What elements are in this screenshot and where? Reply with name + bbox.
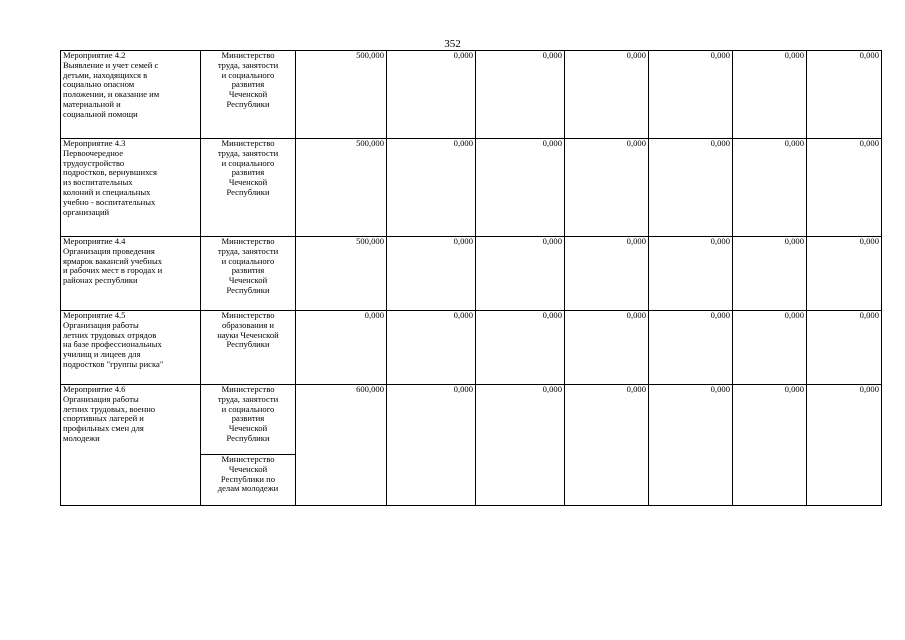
- table-row: [61, 139, 882, 237]
- value-cell: 0,000: [733, 385, 807, 506]
- value-cell: 500,000: [296, 237, 387, 311]
- value-cell: 0,000: [733, 311, 807, 385]
- value-cell: 0,000: [733, 51, 807, 139]
- value-cell: 0,000: [476, 311, 565, 385]
- table-row: [61, 237, 882, 311]
- ministry-text: Министерство образования и науки Чеченской Республики: [217, 310, 279, 350]
- value-cell: 0,000: [565, 139, 649, 237]
- ministry-text: Министерство труда, занятости и социального развития Чеченской Республики: [217, 50, 279, 109]
- ministry-cell: [201, 311, 296, 385]
- value-cell: 0,000: [476, 385, 565, 506]
- ministry-text: Министерство труда, занятости и социального развития Чеченской Республики: [217, 384, 279, 443]
- ministry-text: Министерство труда, занятости и социального развития Чеченской Республики: [217, 236, 279, 295]
- value-cell: 0,000: [476, 237, 565, 311]
- value-cell: 500,000: [296, 139, 387, 237]
- ministry-cell: [201, 139, 296, 237]
- measure-cell: [61, 385, 201, 506]
- measure-cell: [61, 51, 201, 139]
- value-cell: 0,000: [807, 139, 882, 237]
- program-measures-table: [60, 50, 882, 506]
- value-cell: 0,000: [649, 385, 733, 506]
- value-cell: 0,000: [733, 139, 807, 237]
- value-cell: 0,000: [807, 385, 882, 506]
- value-cell: 0,000: [649, 51, 733, 139]
- measure-text: Мероприятие 4.6 Организация работы летних трудовых, военно спортивных лагерей и профильных смен для молодежи: [63, 384, 156, 443]
- value-cell: 0,000: [807, 51, 882, 139]
- value-cell: 0,000: [565, 311, 649, 385]
- value-cell: 0,000: [565, 385, 649, 506]
- measure-text: Мероприятие 4.5 Организация работы летних трудовых отрядов на базе профессиональных училищ и лицеев для подростков "группы риска": [63, 310, 164, 369]
- ministry-cell: [201, 51, 296, 139]
- value-cell: 0,000: [387, 139, 476, 237]
- table-row: [61, 51, 882, 139]
- value-cell: 0,000: [565, 237, 649, 311]
- value-cell: 0,000: [476, 51, 565, 139]
- ministry-text: Министерство труда, занятости и социального развития Чеченской Республики: [217, 138, 279, 197]
- measure-cell: [61, 237, 201, 311]
- ministry-text: Министерство Чеченской Республики по делам молодежи: [217, 454, 279, 494]
- value-cell: 0,000: [649, 311, 733, 385]
- value-cell: 0,000: [649, 139, 733, 237]
- value-cell: 0,000: [387, 51, 476, 139]
- value-cell: 500,000: [296, 51, 387, 139]
- value-cell: 0,000: [807, 237, 882, 311]
- table-row: [61, 311, 882, 385]
- ministry-cell: [201, 455, 296, 506]
- value-cell: 0,000: [387, 385, 476, 506]
- measure-text: Мероприятие 4.3 Первоочередное трудоустройство подростков, вернувшихся из воспитательных колоний и специальных учебно - воспитательных организаций: [63, 138, 157, 217]
- value-cell: 0,000: [565, 51, 649, 139]
- measure-text: Мероприятие 4.2 Выявление и учет семей с детьми, находящихся в социально опасном положении, и оказание им материальной и социальной помощи: [63, 50, 160, 119]
- measure-cell: [61, 139, 201, 237]
- value-cell: 0,000: [476, 139, 565, 237]
- value-cell: 600,000: [296, 385, 387, 506]
- table-row: [61, 385, 882, 455]
- measure-cell: [61, 311, 201, 385]
- value-cell: 0,000: [733, 237, 807, 311]
- ministry-cell: [201, 385, 296, 455]
- measure-text: Мероприятие 4.4 Организация проведения ярмарок вакансий учебных и рабочих мест в городах и районах республики: [63, 236, 163, 286]
- value-cell: 0,000: [387, 311, 476, 385]
- ministry-cell: [201, 237, 296, 311]
- value-cell: 0,000: [649, 237, 733, 311]
- value-cell: 0,000: [807, 311, 882, 385]
- value-cell: 0,000: [387, 237, 476, 311]
- page-number: 352: [444, 38, 461, 50]
- value-cell: 0,000: [296, 311, 387, 385]
